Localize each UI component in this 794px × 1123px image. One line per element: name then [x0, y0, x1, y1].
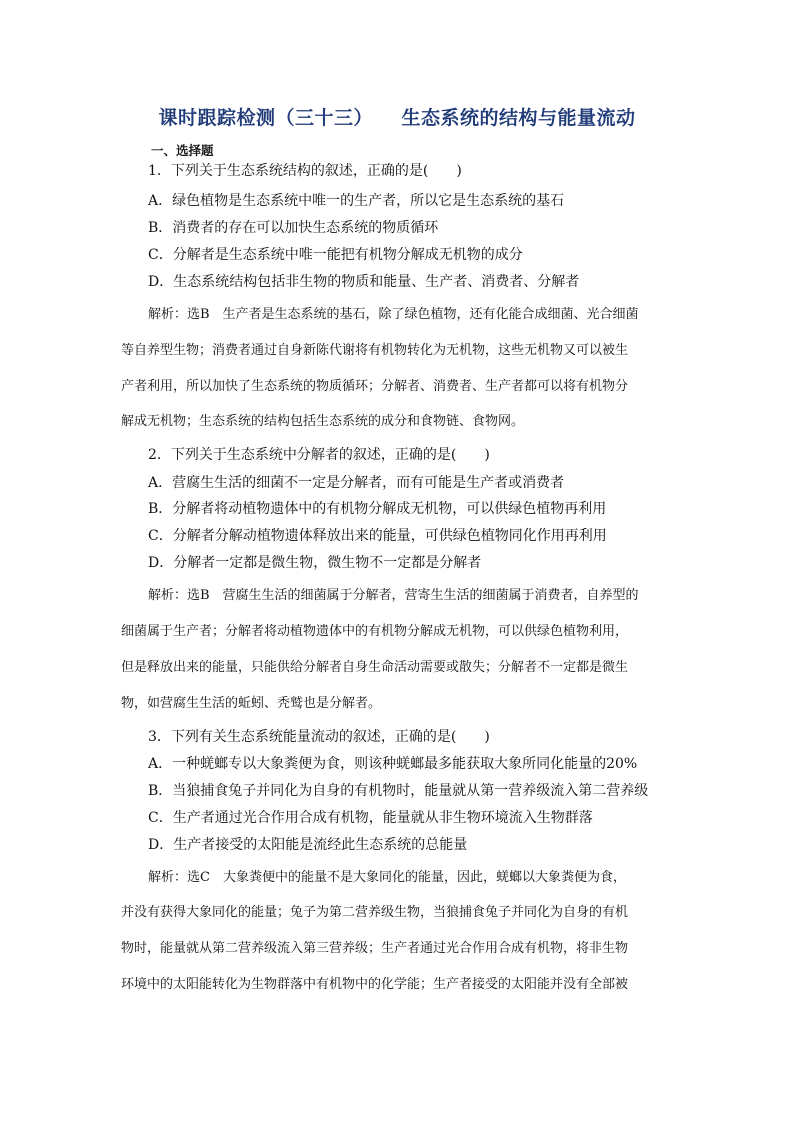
question-2-option-d: D．分解者一定都是微生物，微生物不一定都是分解者 [148, 555, 482, 571]
question-3-explanation-line: 解析：选C 大象粪便中的能量不是大象同化的能量，因此，蜣螂以大象粪便为食， [148, 870, 626, 885]
question-3-option-d: D．生产者接受的太阳能是流经此生态系统的总能量 [148, 837, 468, 853]
question-2-stem: 2．下列关于生态系统中分解者的叙述，正确的是( ) [148, 447, 490, 463]
question-1-option-b: B．消费者的存在可以加快生态系统的物质循环 [148, 220, 439, 236]
question-3-explanation-line: 环境中的太阳能转化为生物群落中有机物中的化学能；生产者接受的太阳能并没有全部被 [121, 977, 629, 992]
question-1-option-a: A．绿色植物是生态系统中唯一的生产者，所以它是生态系统的基石 [148, 193, 565, 209]
question-3-stem: 3．下列有关生态系统能量流动的叙述，正确的是( ) [148, 729, 490, 745]
question-3-option-a: A．一种蜣螂专以大象粪便为食，则该种蜣螂最多能获取大象所同化能量的20% [148, 756, 638, 772]
question-2-explanation-line: 解析：选B 营腐生生活的细菌属于分解者，营寄生生活的细菌属于消费者，自养型的 [148, 588, 639, 603]
question-1-explanation-line: 解成无机物；生态系统的结构包括生态系统的成分和食物链、食物网。 [121, 414, 525, 429]
question-3-explanation-line: 物时，能量就从第二营养级流入第三营养级；生产者通过光合作用合成有机物，将非生物 [121, 941, 629, 956]
question-2-explanation-line: 细菌属于生产者；分解者将动植物遗体中的有机物分解成无机物，可以供绿色植物利用， [121, 624, 629, 639]
question-1-explanation-line: 解析：选B 生产者是生态系统的基石，除了绿色植物，还有化能合成细菌、光合细菌 [148, 307, 639, 322]
question-1-option-c: C．分解者是生态系统中唯一能把有机物分解成无机物的成分 [148, 247, 523, 263]
question-3-option-b: B．当狼捕食兔子并同化为自身的有机物时，能量就从第一营养级流入第二营养级 [148, 783, 649, 799]
question-1-stem: 1．下列关于生态系统结构的叙述，正确的是( ) [148, 163, 462, 179]
question-3-explanation-line: 并没有获得大象同化的能量；兔子为第二营养级生物，当狼捕食兔子并同化为自身的有机 [121, 905, 629, 920]
page-title: 课时跟踪检测（三十三） 生态系统的结构与能量流动 [158, 107, 636, 129]
question-2-option-c: C．分解者分解动植物遗体释放出来的能量，可供绿色植物同化作用再利用 [148, 528, 607, 544]
question-1-explanation-line: 产者利用，所以加快了生态系统的物质循环；分解者、消费者、生产者都可以将有机物分 [121, 379, 629, 394]
question-3-option-c: C．生产者通过光合作用合成有机物，能量就从非生物环境流入生物群落 [148, 810, 593, 826]
question-2-explanation-line: 物，如营腐生生活的蚯蚓、秃鹫也是分解者。 [121, 696, 382, 711]
section-heading: 一、选择题 [151, 143, 214, 158]
question-1-option-d: D．生态系统结构包括非生物的物质和能量、生产者、消费者、分解者 [148, 274, 580, 290]
question-2-explanation-line: 但是释放出来的能量，只能供给分解者自身生命活动需要或散失；分解者不一定都是微生 [121, 660, 629, 675]
question-1-explanation-line: 等自养型生物；消费者通过自身新陈代谢将有机物转化为无机物，这些无机物又可以被生 [121, 343, 629, 358]
question-2-option-a: A．营腐生生活的细菌不一定是分解者，而有可能是生产者或消费者 [148, 475, 565, 491]
question-2-option-b: B．分解者将动植物遗体中的有机物分解成无机物，可以供绿色植物再利用 [148, 501, 607, 517]
